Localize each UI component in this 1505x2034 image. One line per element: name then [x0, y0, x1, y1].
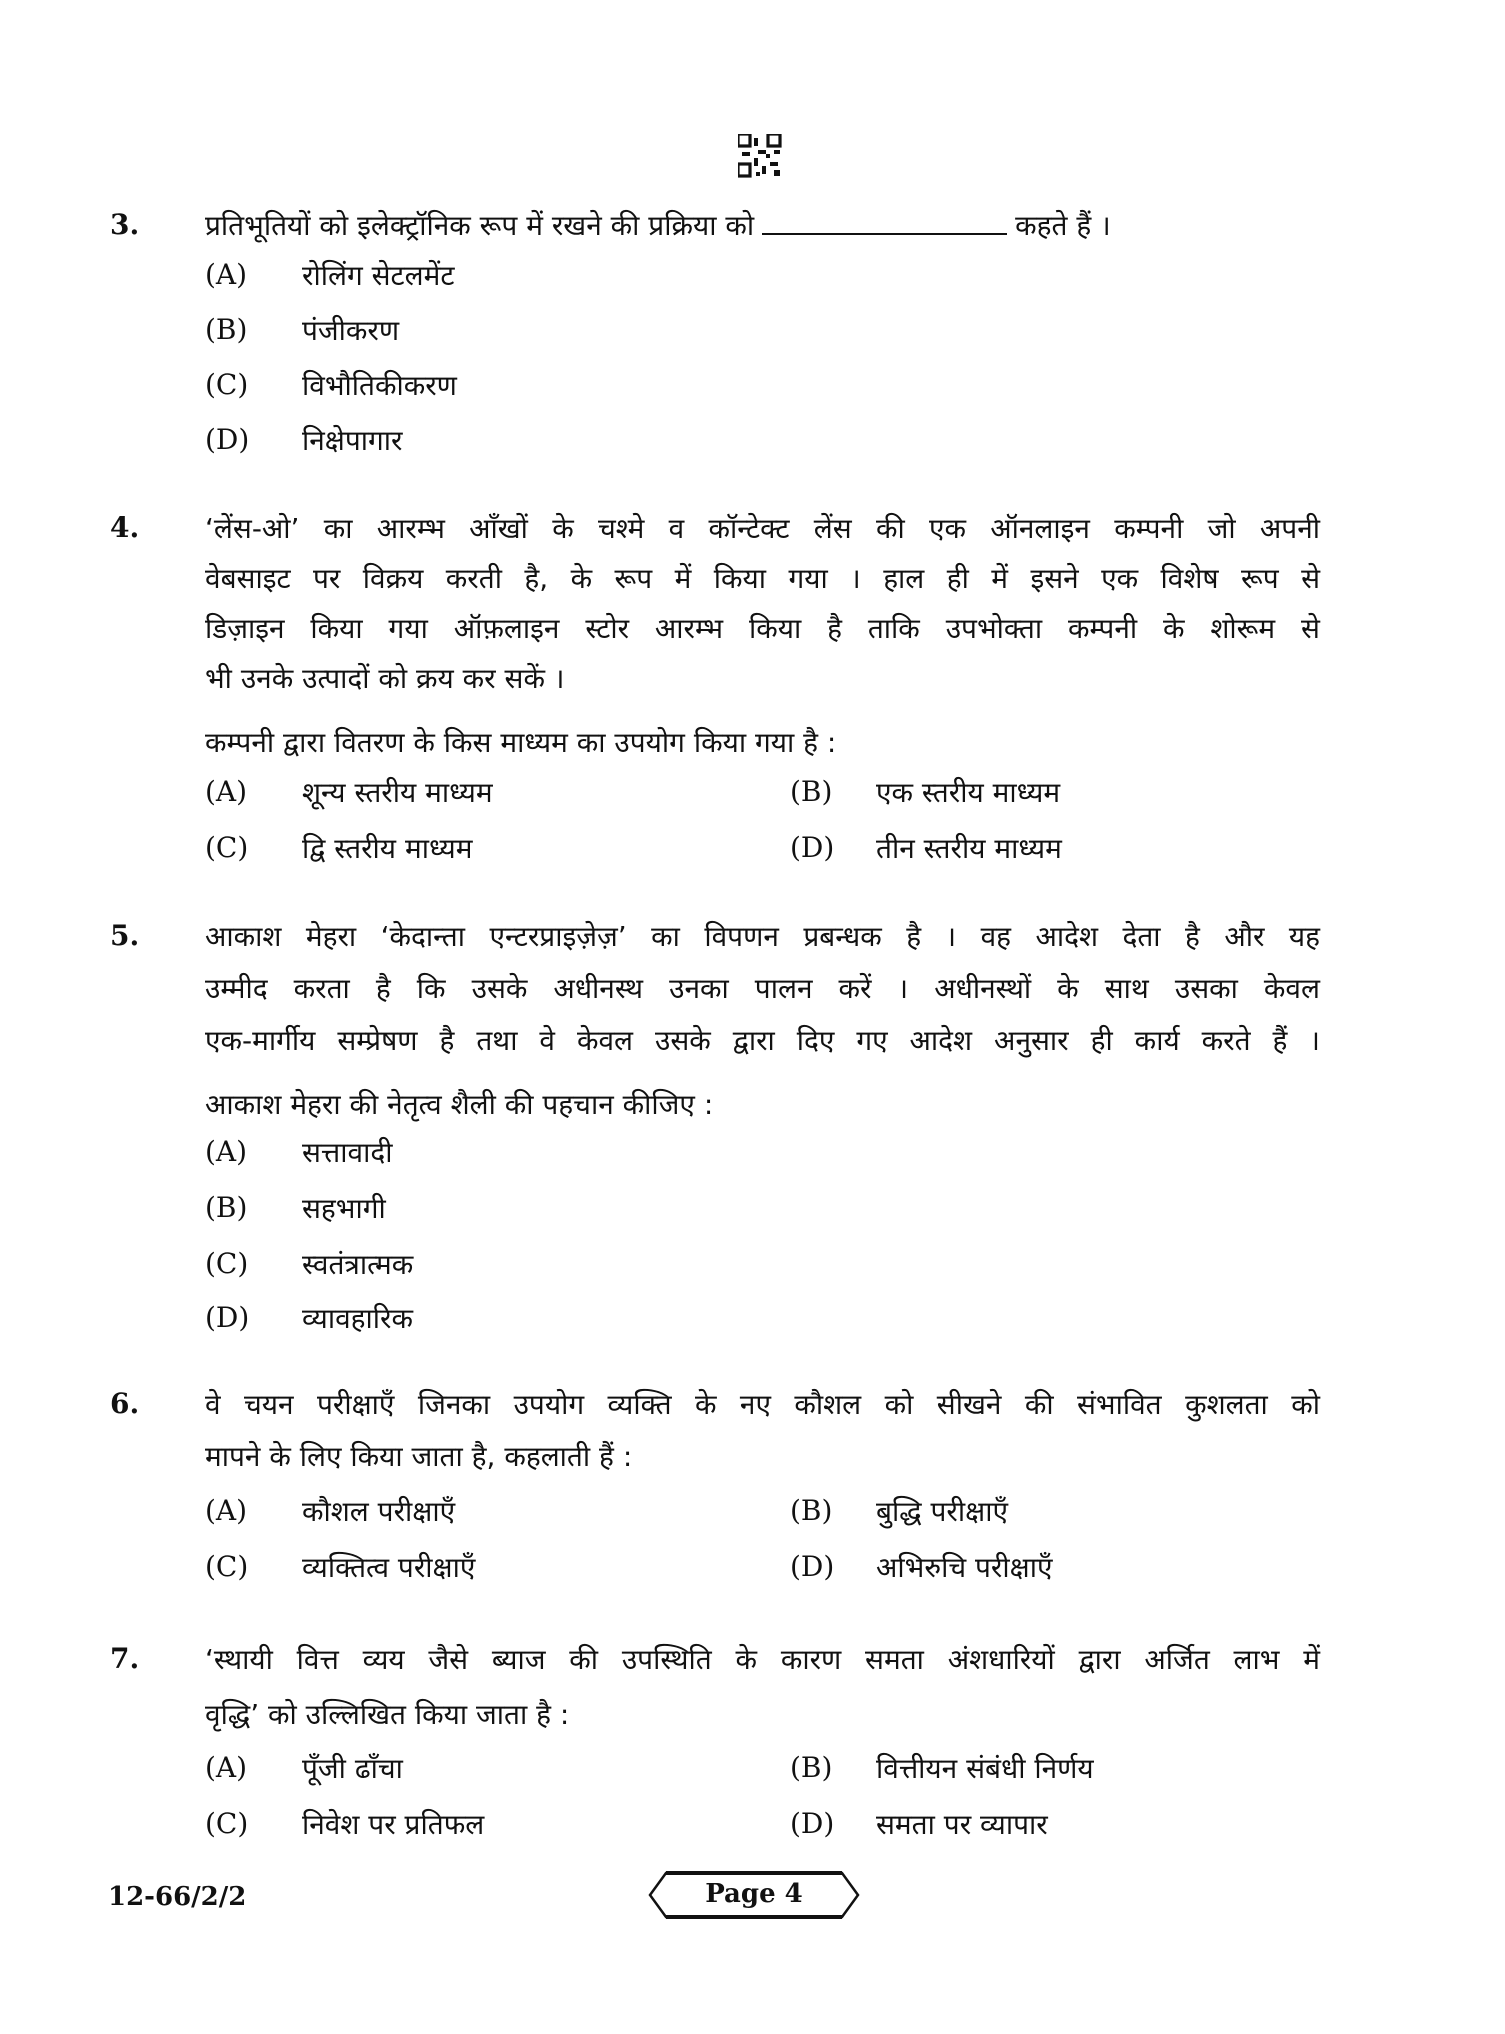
- option-label: (A): [205, 1494, 248, 1527]
- question-number: 5.: [110, 919, 140, 952]
- option-label: (D): [790, 1807, 835, 1840]
- option-label: (C): [205, 831, 249, 864]
- question-stem-line: आकाश मेहरा ‘केदान्ता एन्टरप्राइज़ेज़’ का विपणन प्रबन्धक है । वह आदेश देता है और यह: [205, 920, 1320, 953]
- option-label: (B): [790, 1494, 833, 1527]
- option-label: (D): [205, 1301, 250, 1334]
- option-label: (B): [205, 1191, 248, 1224]
- option-text: निवेश पर प्रतिफल: [302, 1808, 485, 1841]
- question-stem-line: उम्मीद करता है कि उसके अधीनस्थ उनका पालन करें । अधीनस्थों के साथ उसका केवल: [205, 972, 1320, 1005]
- paper-code: 12-66/2/2: [108, 1882, 247, 1912]
- option-label: (A): [205, 775, 248, 808]
- option-text: पूँजी ढाँचा: [302, 1752, 403, 1785]
- option-label: (A): [205, 1135, 248, 1168]
- option-label: (B): [790, 1751, 833, 1784]
- question-stem: [205, 206, 1320, 244]
- page-number-badge: [648, 1870, 860, 1920]
- option-label: (B): [790, 775, 833, 808]
- option-label: (C): [205, 1247, 249, 1280]
- question-prompt: कम्पनी द्वारा वितरण के किस माध्यम का उपयोग किया गया है :: [205, 726, 837, 759]
- option-label: (D): [790, 831, 835, 864]
- option-label: (C): [205, 1550, 249, 1583]
- option-text: शून्य स्तरीय माध्यम: [302, 776, 493, 809]
- option-text: समता पर व्यापार: [876, 1808, 1048, 1841]
- option-text: बुद्धि परीक्षाएँ: [876, 1495, 1008, 1528]
- stem-text: प्रतिभूतियों को इलेक्ट्रॉनिक रूप में रखने की प्रक्रिया को: [205, 209, 755, 242]
- option-text: एक स्तरीय माध्यम: [876, 776, 1061, 809]
- question-stem-line: भी उनके उत्पादों को क्रय कर सकें ।: [205, 662, 565, 695]
- option-label: (C): [205, 368, 249, 401]
- option-label: (C): [205, 1807, 249, 1840]
- question-number: 6.: [110, 1387, 140, 1420]
- qr-code-icon: [738, 134, 782, 178]
- option-text: कौशल परीक्षाएँ: [302, 1495, 456, 1528]
- option-text: निक्षेपागार: [302, 424, 403, 457]
- option-text: सहभागी: [302, 1192, 386, 1225]
- fill-blank: [762, 233, 1007, 235]
- option-label: (D): [790, 1550, 835, 1583]
- option-text: व्यावहारिक: [302, 1302, 413, 1335]
- page-number: Page 4: [705, 1879, 803, 1909]
- question-number: 3.: [110, 208, 140, 241]
- option-text: व्यक्तित्व परीक्षाएँ: [302, 1551, 476, 1584]
- question-number: 4.: [110, 511, 140, 544]
- question-stem-line: एक-मार्गीय सम्प्रेषण है तथा वे केवल उसके द्वारा दिए गए आदेश अनुसार ही कार्य करते हैं ।: [205, 1024, 1320, 1057]
- option-text: अभिरुचि परीक्षाएँ: [876, 1551, 1053, 1584]
- option-text: तीन स्तरीय माध्यम: [876, 832, 1062, 865]
- question-stem-line: वे चयन परीक्षाएँ जिनका उपयोग व्यक्ति के नए कौशल को सीखने की संभावित कुशलता को: [205, 1388, 1320, 1421]
- question-number: 7.: [110, 1642, 140, 1675]
- option-text: स्वतंत्रात्मक: [302, 1248, 414, 1281]
- stem-text: कहते हैं ।: [1015, 209, 1111, 242]
- option-label: (A): [205, 1751, 248, 1784]
- option-label: (B): [205, 313, 248, 346]
- question-stem-line: ‘लेंस-ओ’ का आरम्भ आँखों के चश्मे व कॉन्टेक्ट लेंस की एक ऑनलाइन कम्पनी जो अपनी: [205, 512, 1320, 545]
- option-text: वित्तीयन संबंधी निर्णय: [876, 1752, 1094, 1785]
- option-text: द्वि स्तरीय माध्यम: [302, 832, 473, 865]
- question-stem-line: मापने के लिए किया जाता है, कहलाती हैं :: [205, 1440, 633, 1473]
- option-text: रोलिंग सेटलमेंट: [302, 259, 455, 292]
- option-label: (D): [205, 423, 250, 456]
- question-stem-line: ‘स्थायी वित्त व्यय जैसे ब्याज की उपस्थिति के कारण समता अंशधारियों द्वारा अर्जित लाभ में: [205, 1643, 1320, 1676]
- option-text: विभौतिकीकरण: [302, 369, 457, 402]
- question-stem-line: वृद्धि’ को उल्लिखित किया जाता है :: [205, 1698, 570, 1731]
- question-stem-line: डिज़ाइन किया गया ऑफ़लाइन स्टोर आरम्भ किया है ताकि उपभोक्ता कम्पनी के शोरूम से: [205, 612, 1320, 645]
- option-text: पंजीकरण: [302, 314, 400, 347]
- question-prompt: आकाश मेहरा की नेतृत्व शैली की पहचान कीजिए :: [205, 1088, 714, 1121]
- question-stem-line: वेबसाइट पर विक्रय करती है, के रूप में किया गया । हाल ही में इसने एक विशेष रूप से: [205, 562, 1320, 595]
- option-text: सत्तावादी: [302, 1136, 393, 1169]
- option-label: (A): [205, 258, 248, 291]
